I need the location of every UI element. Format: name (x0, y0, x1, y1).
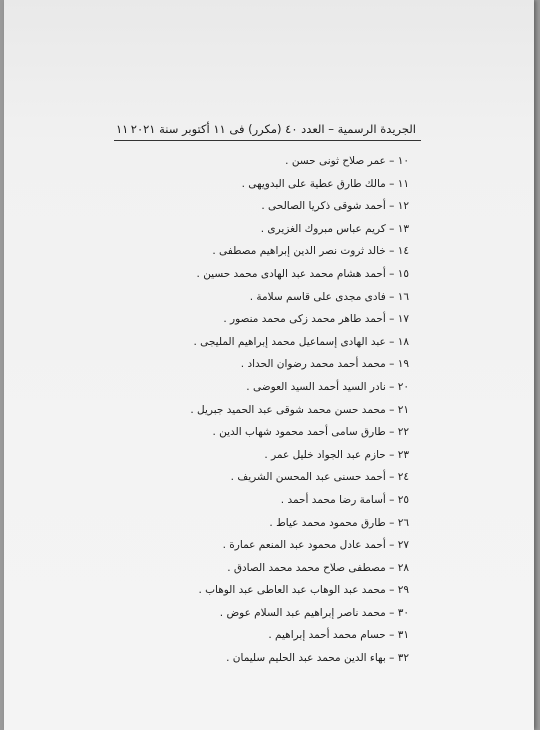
list-item: ٢٨ – مصطفى صلاح محمد محمد الصادق . (227, 561, 409, 574)
list-item: ١٠ – عمر صلاح ثونى حسن . (285, 155, 409, 167)
list-item: ٢١ – محمد حسن محمد شوقى عبد الحميد جبريل . (190, 403, 409, 416)
list-item: ١٩ – محمد أحمد محمد رضوان الحداد . (240, 358, 409, 371)
list-item: ١٢ – أحمد شوقى ذكريا الصالحى . (261, 200, 409, 213)
list-item: ١٤ – خالد ثروت نصر الدين إبراهيم مصطفى . (212, 245, 409, 258)
list-item: ٢٧ – أحمد عادل محمود عبد المنعم عمارة . (222, 539, 409, 552)
list-item: ٣٢ – بهاء الدين محمد عبد الحليم سليمان . (226, 652, 409, 665)
list-item: ٢٦ – طارق محمود محمد عياط . (269, 516, 409, 529)
list-item: ٢٤ – أحمد حسنى عبد المحسن الشريف . (230, 471, 409, 484)
list-item: ٢٠ – نادر السيد أحمد السيد العوضى . (246, 380, 409, 393)
list-item: ١١ – مالك طارق عطية على البدويهى . (241, 177, 409, 190)
list-item: ٢٩ – محمد عبد الوهاب عبد العاطى عبد الوهاب . (198, 584, 409, 597)
header-rule (114, 140, 421, 141)
list-item: ٢٣ – حازم عبد الجواد خليل عمر . (264, 448, 409, 461)
header-title: الجريدة الرسمية – العدد ٤٠ (مكرر) فى ١١ أكتوبر سنة ٢٠٢١ (130, 122, 416, 136)
list-item: ١٥ – أحمد هشام محمد عبد الهادى محمد حسين . (196, 267, 409, 280)
list-item: ١٧ – أحمد طاهر محمد زكى محمد منصور . (223, 313, 409, 326)
list-item: ١٨ – عبد الهادى إسماعيل محمد إبراهيم المليجى . (193, 335, 409, 348)
list-item: ٣٠ – محمد ناصر إبراهيم عبد السلام عوض . (219, 606, 409, 619)
list-item: ٣١ – حسام محمد أحمد إبراهيم . (268, 629, 409, 642)
list-item: ١٦ – فادى مجدى على قاسم سلامة . (249, 290, 409, 303)
page-header (116, 120, 416, 138)
list-item: ٢٢ – طارق سامى أحمد محمود شهاب الدين . (212, 426, 409, 439)
page-number: ١١ (116, 122, 129, 136)
list-item: ٢٥ – أسامة رضا محمد أحمد . (280, 493, 409, 506)
names-list (169, 150, 409, 670)
document-page (4, 0, 534, 730)
list-item: ١٣ – كريم عباس مبروك الغزيرى . (260, 222, 409, 235)
